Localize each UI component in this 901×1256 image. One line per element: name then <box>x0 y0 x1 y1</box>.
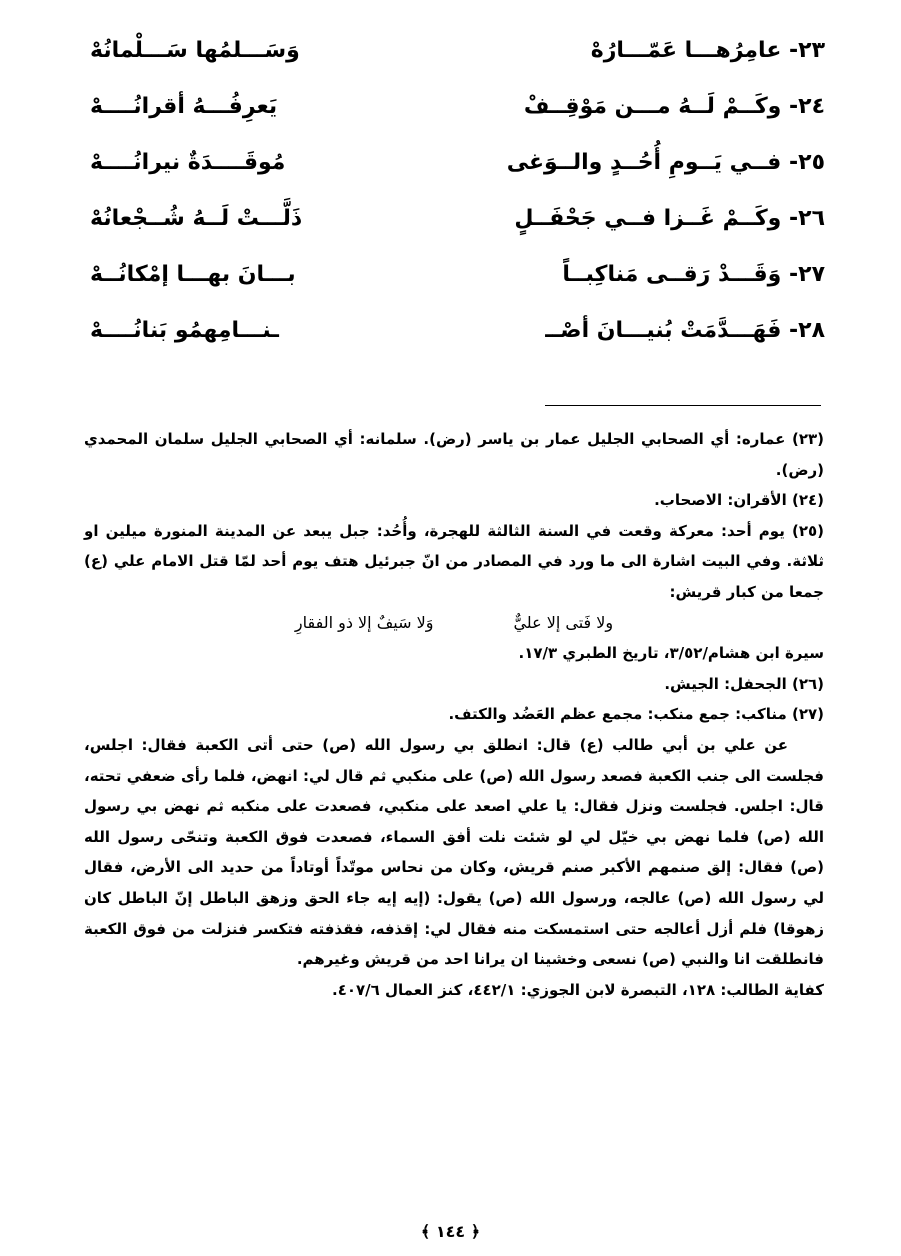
quoted-verse-second-hemistich: وَلا سَيفٌ إلا ذو الفقارِ <box>294 612 434 632</box>
verse-23 <box>90 22 825 78</box>
footnote-divider <box>545 405 821 406</box>
verse-second-hemistich: ـنـــامِهمُو بَنانُــــهْ <box>90 317 279 343</box>
verse-second-hemistich: مُوقَــــدَةٌ نيرانُــــهْ <box>90 149 286 175</box>
verse-second-hemistich: يَعرِفُـــهُ أقرانُــــهْ <box>90 93 278 119</box>
poem <box>90 22 825 358</box>
verse-25 <box>90 134 825 190</box>
footnote-25-source: سيرة ابن هشام/٣/٥٢، تاريخ الطبري ١٧/٣. <box>518 644 824 663</box>
hadith-source: كفاية الطالب: ١٢٨، التبصرة لابن الجوزي: ٤٤٢/١، كنز العمال ٤٠٧/٦. <box>332 980 824 999</box>
quoted-verse <box>84 608 824 639</box>
verse-first-hemistich: ٢٤- وكَــمْ لَــهُ مـــن مَوْقِــفْ <box>523 93 825 119</box>
verse-28 <box>90 302 825 358</box>
footnote-25: (٢٥) يوم أحد: معركة وقعت في السنة الثالثة للهجرة، وأُحُد: جبل يبعد عن المدينة المنورة ميلين او ثلاثة. وفي البيت اشارة الى ما ورد في المصادر من انّ جبرئيل هتف يوم أحد لمّا قتل الامام علي (ع) جمعا من كبار قريش: <box>84 521 824 601</box>
footnote-23: (٢٣) عماره: أي الصحابي الجليل عمار بن ياسر (رض). سلمانه: أي الصحابي الجليل سلمان المحمدي (رض). <box>84 430 824 479</box>
verse-first-hemistich: ٢٦- وكَــمْ غَــزا فــي جَحْفَــلٍ <box>514 205 825 231</box>
quoted-verse-first-hemistich: ولا فَتى إلا عليٌّ <box>513 612 614 632</box>
footnotes <box>84 424 824 1005</box>
page-number: ﴿ ١٤٤ ﴾ <box>420 1222 481 1241</box>
footnote-24: (٢٤) الأقران: الاصحاب. <box>654 491 824 510</box>
verse-first-hemistich: ٢٥- فــي يَــومِ أُحُــدٍ والــوَغى <box>506 149 825 175</box>
footnote-26: (٢٦) الجحفل: الجيش. <box>664 674 824 693</box>
verse-second-hemistich: بـــانَ بهـــا إمْكانُــهْ <box>90 261 296 287</box>
verse-24 <box>90 78 825 134</box>
verse-second-hemistich: وَسَـــلمُها سَـــلْمانُهْ <box>90 37 300 63</box>
verse-27 <box>90 246 825 302</box>
verse-second-hemistich: ذَلَّـــتْ لَــهُ شُــجْعانُهْ <box>90 205 303 231</box>
footnote-27: (٢٧) مناكب: جمع منكب: مجمع عظم العَضُد والكتف. <box>448 705 824 724</box>
verse-first-hemistich: ٢٣- عامِرُهـــا عَمّـــارُهْ <box>590 37 825 63</box>
verse-first-hemistich: ٢٧- وَقَـــدْ رَقــى مَناكِبــاً <box>562 261 825 287</box>
verse-first-hemistich: ٢٨- فَهَـــدَّمَتْ بُنيـــانَ أصْــ <box>545 317 825 343</box>
verse-26 <box>90 190 825 246</box>
hadith-text: عن علي بن أبي طالب (ع) قال: انطلق بي رسول الله (ص) حتى أتى الكعبة فقال: اجلس، فجلست الى جنب الكعبة فصعد رسول الله (ص) على منكبي ثم قال لي: انهض، فلما رأى ضعفي تحته، قال: اجلس. فجلست ونزل فقال: يا علي اصعد على منكبي، فصعدت على منكبه ثم نهض بي رسول الله (ص) فلما نهض بي خيّل لي لو شئت نلت أفق السماء، فصعدت فوق الكعبة وتنحّى رسول الله (ص) فقال: إلق صنمهم الأكبر صنم قريش، وكان من نحاس موتّداً أوتاداً من حديد الى الأرض، فقال لي رسول الله (ص) عالجه، ورسول الله (ص) يقول: (إيه إيه جاء الحق وزهق الباطل إنّ الباطل كان زهوقا) فلم أزل أعالجه حتى استمسكت منه فقال لي: إقذفه، فقذفته فتكسر فنزلت من فوق الكعبة فانطلقت انا والنبي (ص) نسعى وخشينا ان يرانا احد من قريش وغيرهم. <box>84 735 824 969</box>
